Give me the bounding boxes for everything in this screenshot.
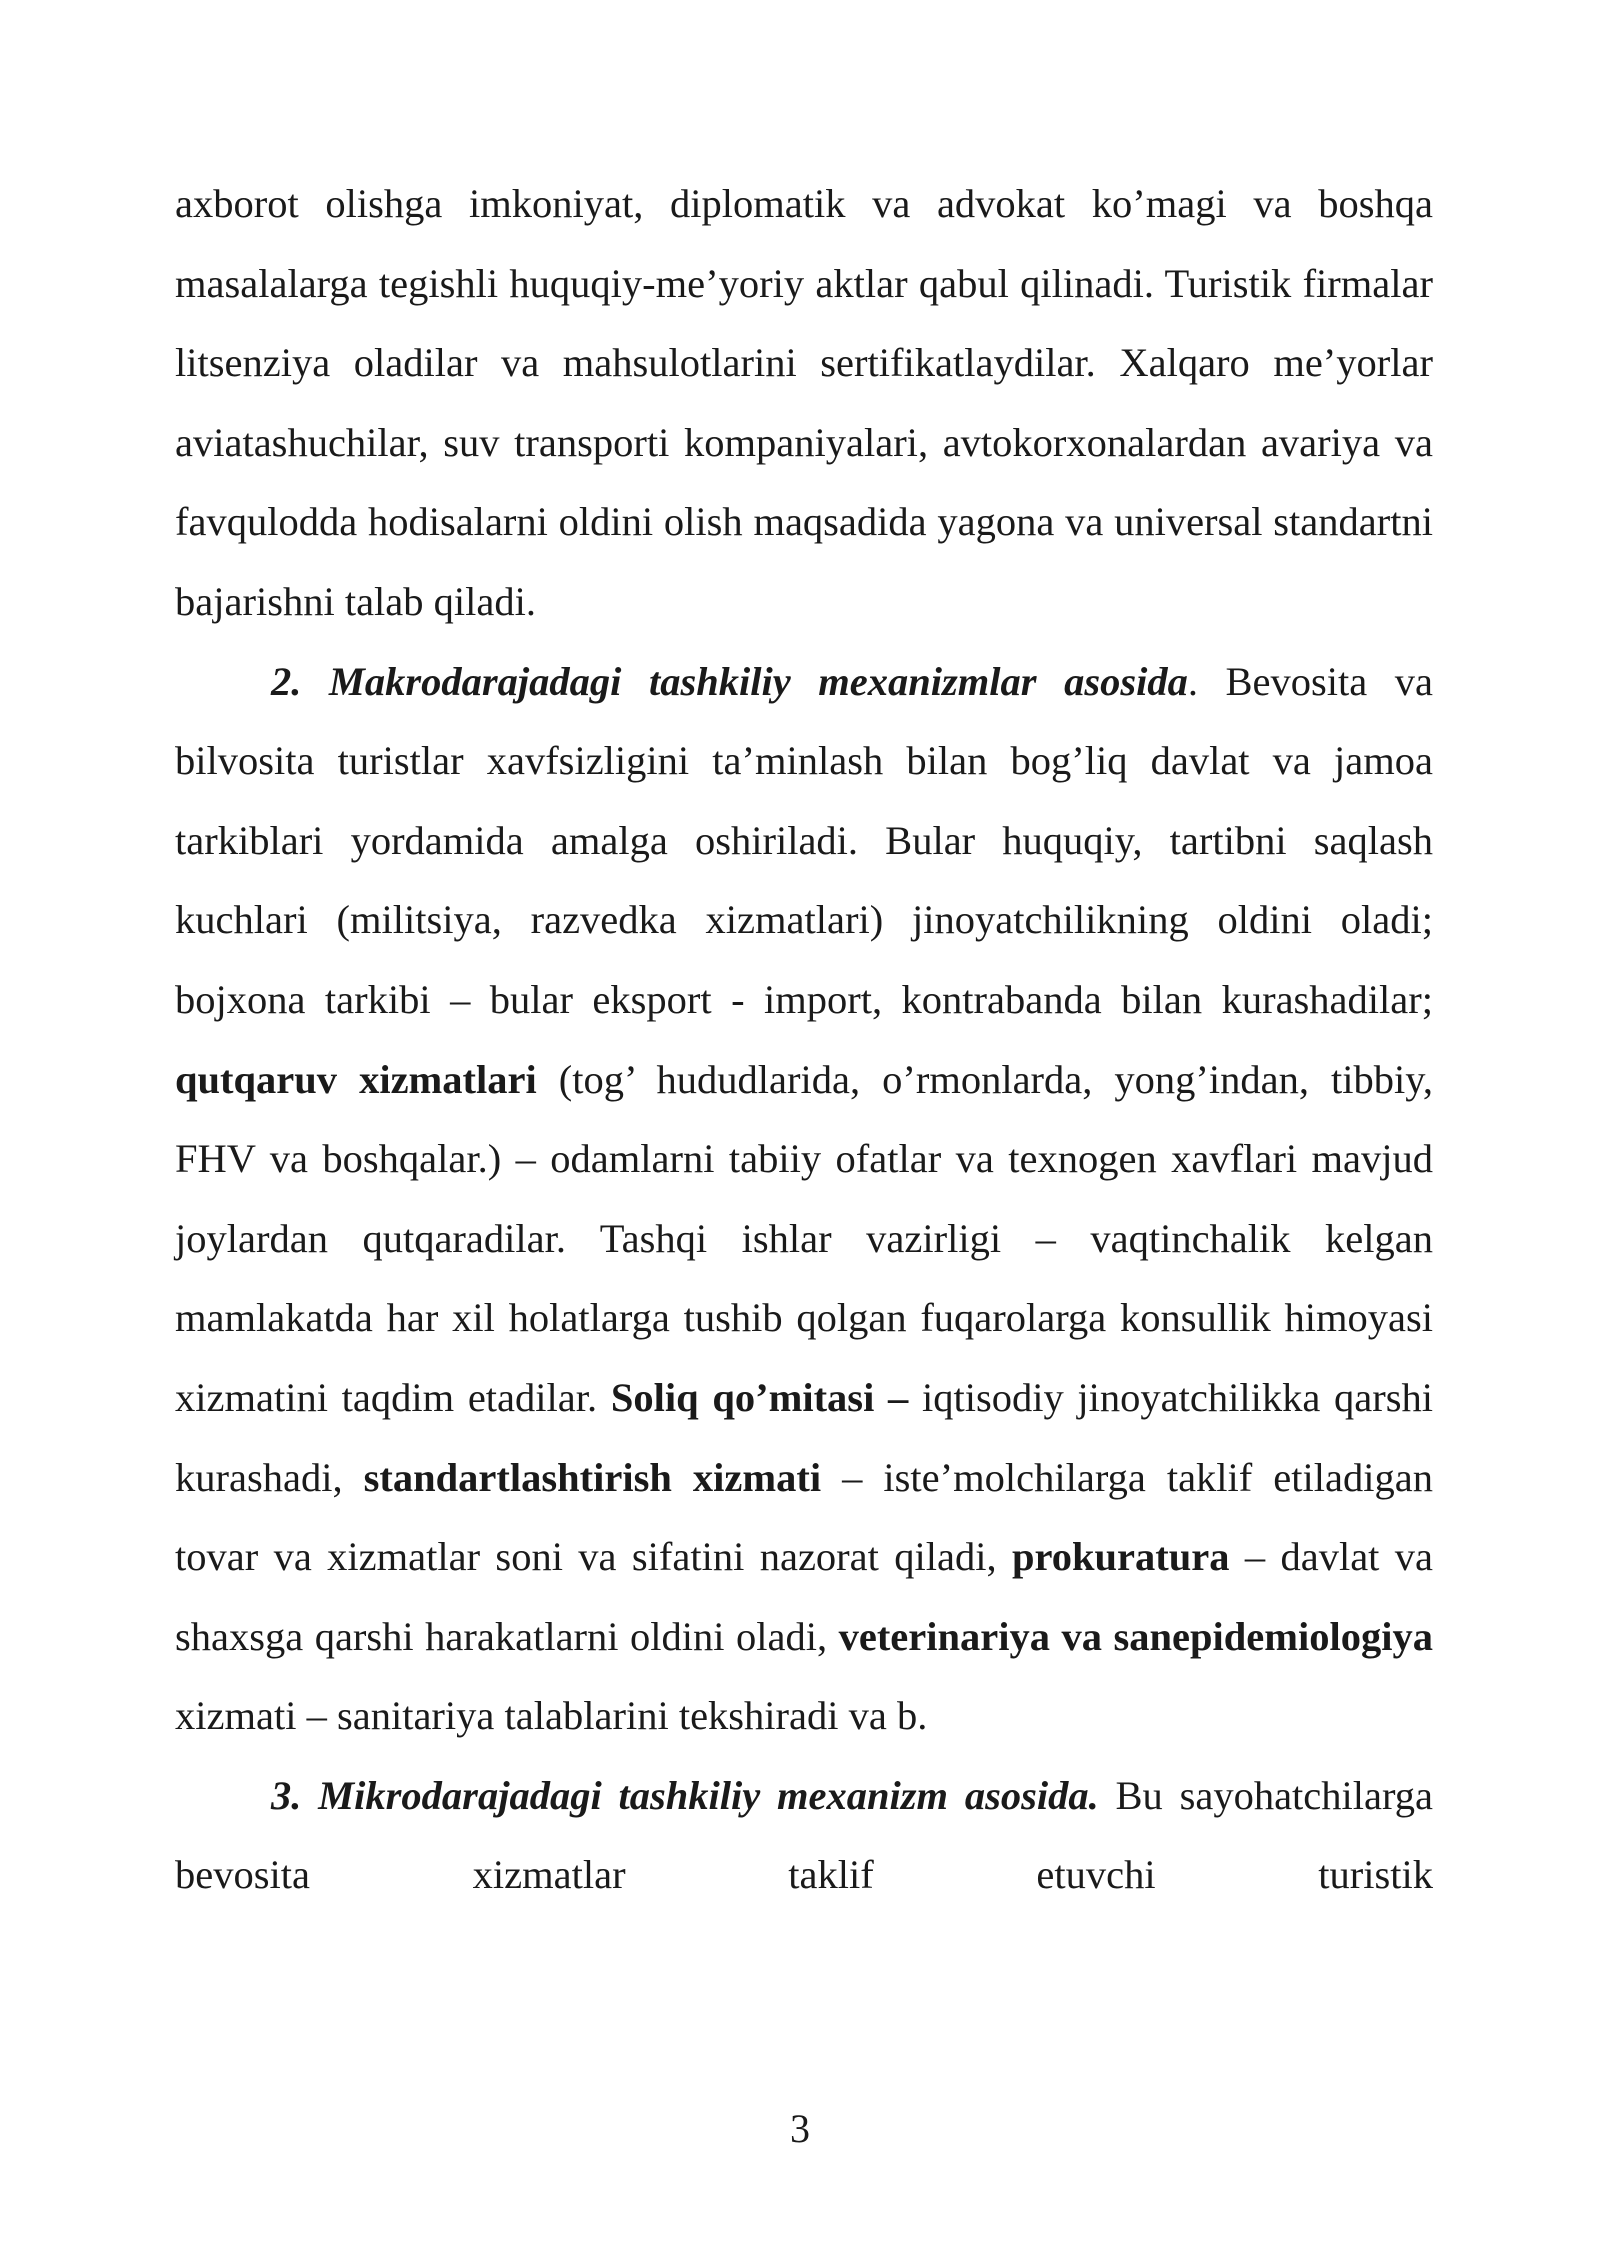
paragraph-3-text-1: Bu sayohatchilarga bevosita xizmatlar taklif etuvchi turistik — [175, 1772, 1433, 1898]
term-qutqaruv-xizmatlari: qutqaruv xizmatlari — [175, 1056, 537, 1102]
paragraph-3-heading: 3. Mikrodarajadagi tashkiliy mexanizm asosida. — [271, 1772, 1099, 1818]
paragraph-2-text-1: Bevosita va bilvosita turistlar xavfsizligini ta’minlash bilan bog’liq davlat va jamoa tarkiblari yordamida amalga oshiriladi. Bular huquqiy, tartibni saqlash kuchlari (militsiya, razvedka xizmatlari) jinoyatchilikning oldini oladi; bojxona tarkibi – bular eksport - import, kontrabanda bilan kurashadilar; — [175, 658, 1433, 1022]
term-prokuratura: prokuratura — [1011, 1534, 1230, 1580]
document-body — [175, 164, 1433, 1915]
paragraph-3 — [175, 1756, 1433, 1915]
paragraph-2-text-3: iqtisodiy jinoyatchilikka qarshi kurashadi, — [175, 1374, 1434, 1500]
term-veterinariya-sanepidemiologiya: veterinariya va sanepidemiologiya — [838, 1613, 1433, 1659]
paragraph-2-text-4: – iste’molchilarga taklif etiladigan tovar va xizmatlar soni va sifatini nazorat qiladi, — [175, 1454, 1433, 1580]
paragraph-2-text-6: xizmati – sanitariya talablarini tekshiradi va b. — [175, 1693, 928, 1739]
paragraph-1 — [175, 164, 1433, 642]
paragraph-2-heading-end: . — [1187, 658, 1198, 704]
term-standartlashtirish-xizmati: standartlashtirish xizmati — [363, 1454, 822, 1500]
page-number: 3 — [790, 2106, 810, 2151]
paragraph-2-text-5: – davlat va shaxsga qarshi harakatlarni oldini oladi, — [175, 1534, 1434, 1659]
paragraph-2 — [175, 642, 1433, 1756]
paragraph-2-text-2: (tog’ hududlarida, o’rmonlarda, yong’indan, tibbiy, FHV va boshqalar.) – odamlarni tabiiy ofatlar va texnogen xavflari mavjud joylardan qutqaradilar. Tashqi ishlar vazirligi – vaqtinchalik kelgan mamlakatda har xil holatlarga tushib qolgan fuqarolarga konsullik himoyasi xizmatini taqdim etadilar. — [175, 1056, 1434, 1420]
term-soliq-qomitasi: Soliq qo’mitasi – — [610, 1374, 909, 1420]
paragraph-2-heading: 2. Makrodarajadagi tashkiliy mexanizmlar asosida — [271, 658, 1188, 704]
paragraph-1-text: axborot olishga imkoniyat, diplomatik va advokat ko’magi va boshqa masalalarga tegishli huquqiy-me’yoriy aktlar qabul qilinadi. Turistik firmalar litsenziya oladilar va mahsulotlarini sertifikatlaydilar. Xalqaro me’yorlar aviatashuchilar, suv transporti kompaniyalari, avtokorxonalardan avariya va favqulodda hodisalarni oldini olish maqsadida yagona va universal standartni bajarishni talab qiladi. — [175, 181, 1433, 624]
